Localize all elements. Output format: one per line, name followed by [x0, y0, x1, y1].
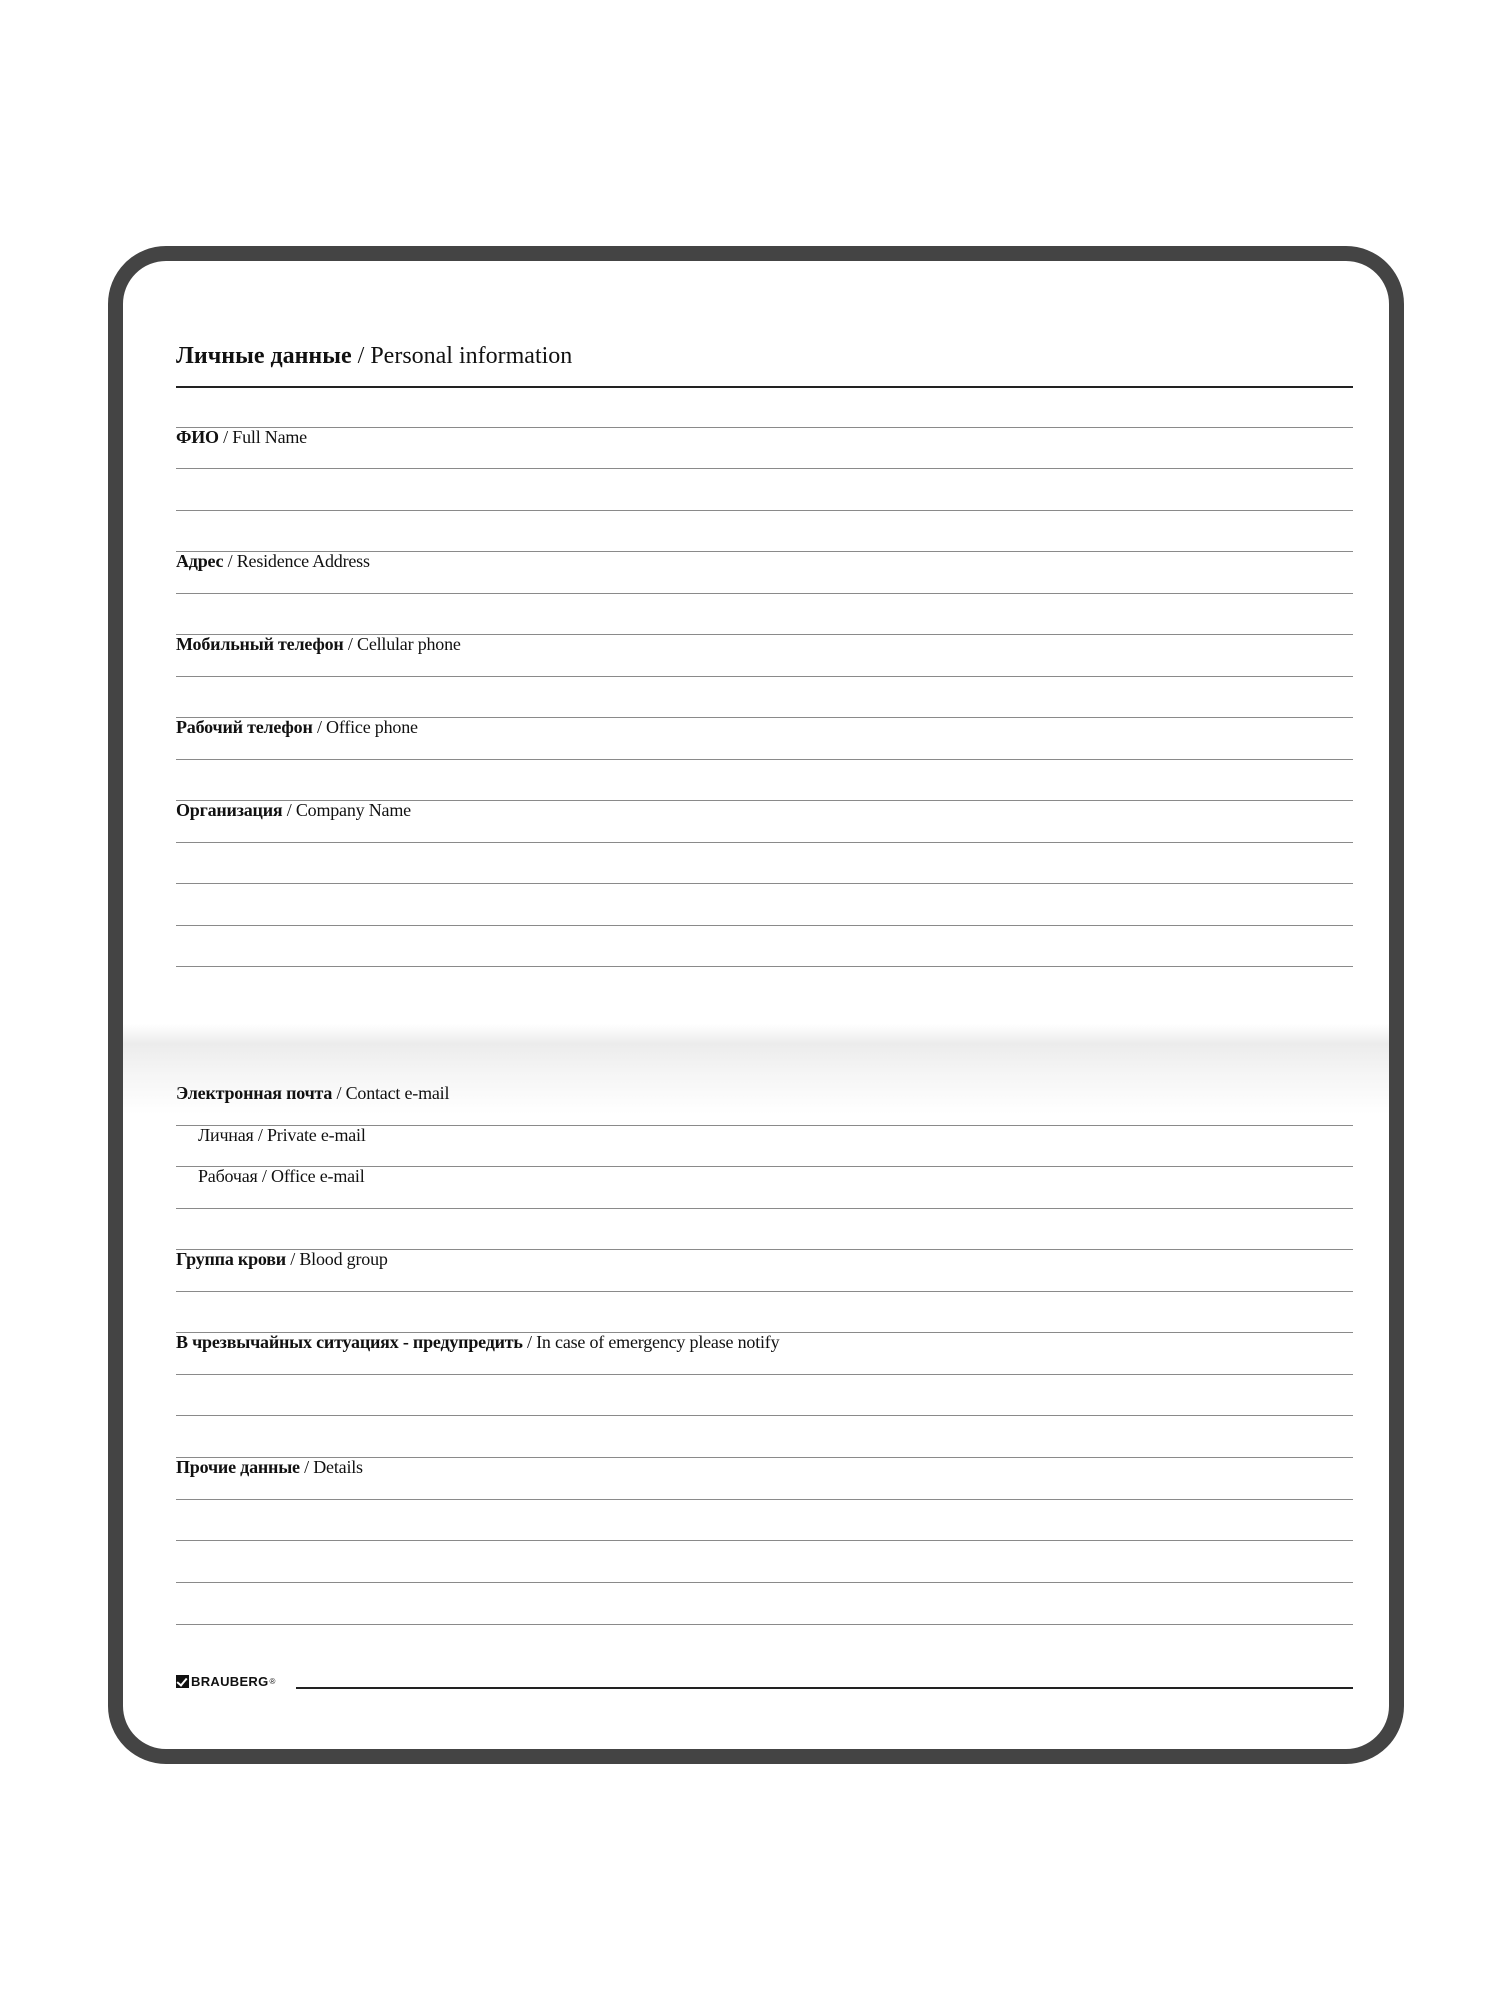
- page-title-ru: Личные данные: [176, 343, 352, 369]
- email-label-en: / Contact e-mail: [332, 1083, 450, 1103]
- brauberg-logo: [176, 1674, 276, 1689]
- company-label: [176, 800, 411, 821]
- emergency-label-ru: В чрезвычайных ситуациях - предупредить: [176, 1332, 523, 1352]
- full-name-line[interactable]: [176, 510, 1353, 511]
- page-title-en: / Personal information: [351, 343, 573, 369]
- emergency-label: [176, 1332, 779, 1353]
- email-label-ru: Электронная почта: [176, 1083, 333, 1103]
- company-label-en: / Company Name: [282, 800, 411, 820]
- address-label: [176, 551, 370, 572]
- details-label: [176, 1457, 363, 1478]
- details-line[interactable]: [176, 1624, 1353, 1625]
- office-phone-label: [176, 717, 418, 738]
- cell-phone-label-en: / Cellular phone: [343, 634, 461, 654]
- details-label-ru: Прочие данные: [176, 1457, 300, 1477]
- checkmark-icon: [176, 1675, 189, 1688]
- company-line[interactable]: [176, 925, 1353, 926]
- registered-mark: ®: [269, 1677, 276, 1686]
- company-line[interactable]: [176, 842, 1353, 843]
- blood-group-label-en: / Blood group: [285, 1249, 388, 1269]
- company-line[interactable]: [176, 966, 1353, 967]
- page-title: [176, 343, 572, 370]
- company-line[interactable]: [176, 883, 1353, 884]
- full-name-line[interactable]: [176, 468, 1353, 469]
- details-label-en: / Details: [299, 1457, 363, 1477]
- emergency-line[interactable]: [176, 1374, 1353, 1375]
- address-label-en: / Residence Address: [223, 551, 370, 571]
- personal-info-page: [108, 246, 1404, 1764]
- details-line[interactable]: [176, 1499, 1353, 1500]
- address-label-ru: Адрес: [176, 551, 224, 571]
- full-name-label-en: / Full Name: [218, 427, 307, 447]
- private-email-label: Личная / Private e-mail: [198, 1125, 366, 1145]
- blood-group-line[interactable]: [176, 1291, 1353, 1292]
- blood-group-label: [176, 1249, 388, 1270]
- cell-phone-label-ru: Мобильный телефон: [176, 634, 344, 654]
- office-phone-line[interactable]: [176, 759, 1353, 760]
- address-line[interactable]: [176, 593, 1353, 594]
- office-phone-label-en: / Office phone: [312, 717, 418, 737]
- office-phone-label-ru: Рабочий телефон: [176, 717, 313, 737]
- full-name-label-ru: ФИО: [176, 427, 219, 447]
- cell-phone-line[interactable]: [176, 676, 1353, 677]
- email-label: [176, 1083, 449, 1104]
- office-email-line[interactable]: [176, 1208, 1353, 1209]
- full-name-label: [176, 427, 307, 448]
- brand-name: BRAUBERG: [191, 1674, 269, 1689]
- emergency-line[interactable]: [176, 1415, 1353, 1416]
- footer-rule: [296, 1687, 1353, 1689]
- details-line[interactable]: [176, 1582, 1353, 1583]
- office-email-label: Рабочая / Office e-mail: [198, 1166, 365, 1186]
- blood-group-label-ru: Группа крови: [176, 1249, 286, 1269]
- ruled-line: [176, 427, 1353, 428]
- company-label-ru: Организация: [176, 800, 283, 820]
- title-underline: [176, 386, 1353, 388]
- emergency-label-en: / In case of emergency please notify: [522, 1332, 780, 1352]
- cell-phone-label: [176, 634, 461, 655]
- details-line[interactable]: [176, 1540, 1353, 1541]
